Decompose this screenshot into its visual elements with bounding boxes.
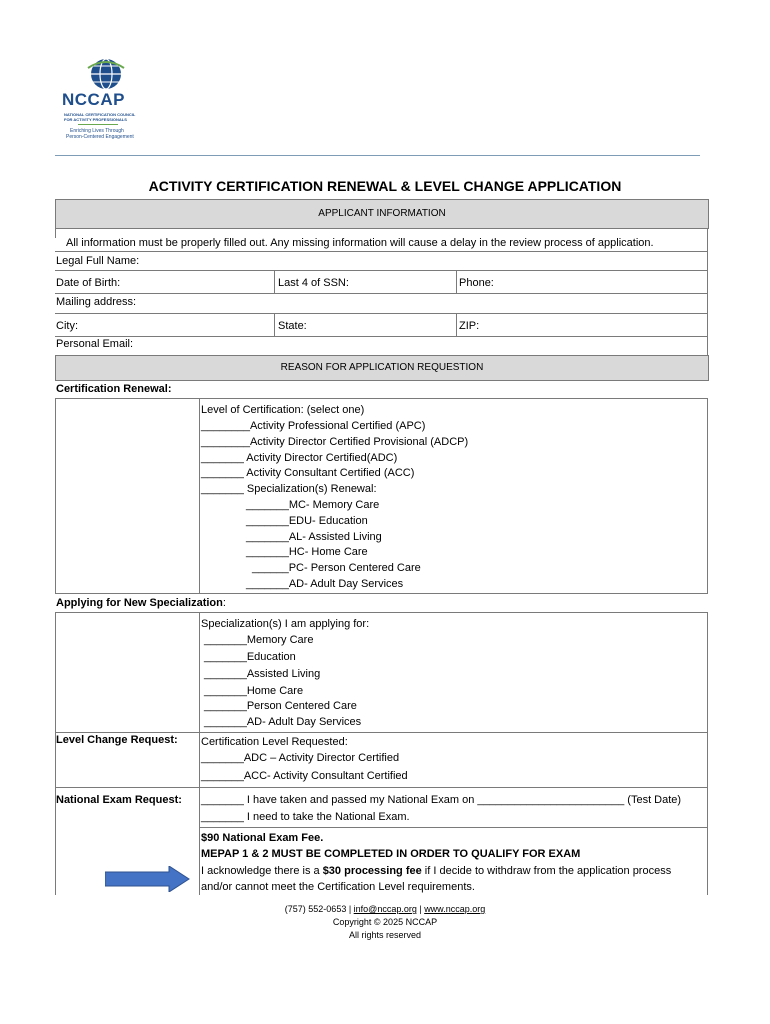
level-change-label: Level Change Request: [56,734,178,746]
exam-fee-note: $90 National Exam Fee. [201,832,324,844]
renewal-option[interactable]: _______ Specialization(s) Renewal: [201,483,377,495]
row-divider [55,593,708,594]
mepap-requirement: MEPAP 1 & 2 MUST BE COMPLETED IN ORDER TO QUALIFY FOR EXAM [201,848,581,860]
table-border [707,612,708,732]
new-spec-option[interactable]: _______Memory Care [204,634,314,646]
renewal-option[interactable]: _______ Activity Director Certified(ADC) [201,452,398,464]
renewal-specialization[interactable]: ______PC- Person Centered Care [252,562,421,574]
new-spec-option[interactable]: _______Education [204,651,296,663]
legal-name-label: Legal Full Name: [56,255,140,267]
level-option[interactable]: _______ADC – Activity Director Certified [201,752,400,764]
row-divider [55,336,708,337]
renewal-specialization[interactable]: _______AD- Adult Day Services [246,578,404,590]
row-divider [199,827,708,828]
right-arrow-icon [105,866,190,897]
exam-option[interactable]: _______ I need to take the National Exam. [201,811,410,823]
renewal-specialization[interactable]: _______HC- Home Care [246,546,368,558]
cell-divider [199,612,200,732]
footer-email-link[interactable]: info@nccap.org [353,904,417,914]
personal-email-label: Personal Email: [56,338,134,350]
footer-copyright: Copyright © 2025 NCCAP [332,917,438,927]
row-divider [55,612,708,613]
row-divider [55,313,708,314]
table-border [55,398,56,593]
cell-divider [274,313,275,336]
logo-divider [78,124,118,125]
logo-tagline-1: Enriching Lives Through [70,128,124,134]
acknowledgement-line-2: and/or cannot meet the Certification Level requirements. [201,881,475,893]
zip-label: ZIP: [459,320,480,332]
new-spec-option[interactable]: _______Person Centered Care [204,700,357,712]
phone-label: Phone: [459,277,494,289]
cell-divider [199,787,200,895]
new-spec-option[interactable]: _______Assisted Living [204,668,321,680]
applicant-section-header: APPLICANT INFORMATION [55,199,709,229]
city-label: City: [56,320,78,332]
footer-website-link[interactable]: www.nccap.org [424,904,486,914]
new-spec-intro: Specialization(s) I am applying for: [201,618,370,630]
row-divider [55,251,708,252]
renewal-intro: Level of Certification: (select one) [201,404,365,416]
table-border [55,612,56,732]
table-border [707,398,708,593]
nccap-logo [58,54,153,149]
header-divider [55,155,700,156]
cell-divider [199,732,200,787]
table-border [707,732,708,787]
footer-rights: All rights reserved [348,930,422,940]
logo-fullname-1: NATIONAL CERTIFICATION COUNCIL [64,112,136,117]
cell-divider [274,270,275,293]
cell-divider [456,270,457,293]
renewal-option[interactable]: _______ Activity Consultant Certified (ACC) [201,467,415,479]
table-border [55,228,56,238]
logo-acronym: NCCAP [62,90,125,109]
renewal-option[interactable]: ________Activity Director Certified Provisional (ADCP) [201,436,469,448]
renewal-option[interactable]: ________Activity Professional Certified (APC) [201,420,426,432]
footer-contact: (757) 552-0653 | info@nccap.org | www.nccap.org [284,904,486,914]
level-intro: Certification Level Requested: [201,736,348,748]
logo-tagline-2: Person-Centered Engagement [66,134,134,140]
national-exam-label: National Exam Request: [56,794,182,806]
cell-divider [456,313,457,336]
ssn-label: Last 4 of SSN: [278,277,349,289]
acknowledgement-line-1: I acknowledge there is a $30 processing fee if I decide to withdraw from the application process [201,865,672,877]
exam-option[interactable]: _______ I have taken and passed my National Exam on ________________________ (Test Date) [201,794,682,806]
row-divider [55,398,708,399]
level-option[interactable]: _______ACC- Activity Consultant Certified [201,770,408,782]
cell-divider [199,398,200,593]
row-divider [55,293,708,294]
mailing-address-label: Mailing address: [56,296,137,308]
dob-label: Date of Birth: [56,277,121,289]
new-specialization-label: Applying for New Specialization: [56,597,226,609]
new-spec-option[interactable]: _______AD- Adult Day Services [204,716,362,728]
table-border [707,787,708,895]
row-divider [55,787,708,788]
renewal-specialization[interactable]: _______AL- Assisted Living [246,531,382,543]
certification-renewal-label: Certification Renewal: [56,383,172,395]
renewal-specialization[interactable]: _______EDU- Education [246,515,368,527]
state-label: State: [278,320,307,332]
page-title: ACTIVITY CERTIFICATION RENEWAL & LEVEL CHANGE APPLICATION [148,178,622,194]
applicant-notice: All information must be properly filled out. Any missing information will cause a delay in the review process of application. [66,237,654,249]
renewal-specialization[interactable]: _______MC- Memory Care [246,499,380,511]
reason-section-header: REASON FOR APPLICATION REQUESTION [55,355,709,381]
logo-fullname-2: FOR ACTIVITY PROFESSIONALS [64,117,127,122]
footer-phone: (757) 552-0653 [284,904,347,914]
new-spec-option[interactable]: _______Home Care [204,685,304,697]
row-divider [55,270,708,271]
